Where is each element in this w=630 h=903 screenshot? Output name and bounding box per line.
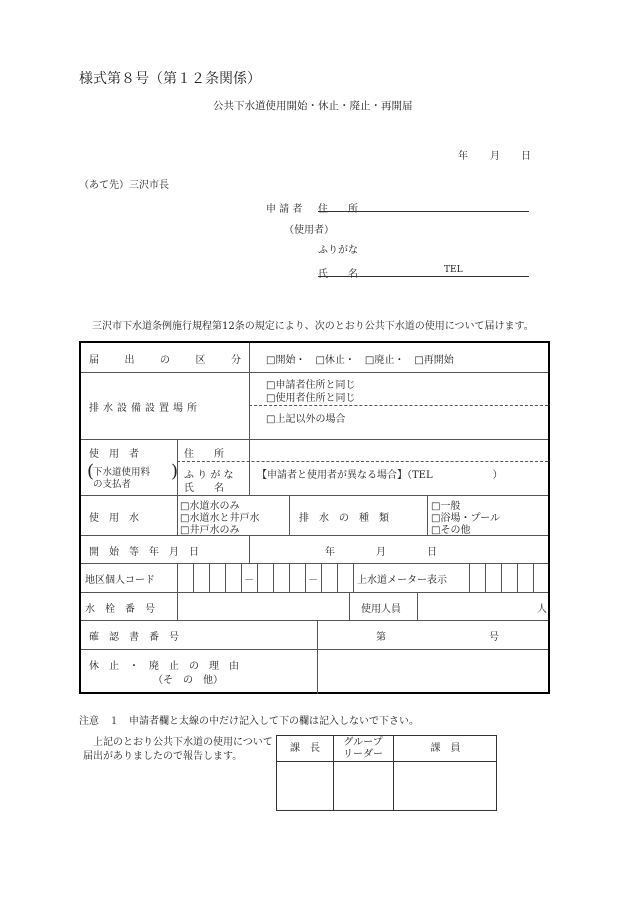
- form-title: 公共下水道使用開始・休止・廃止・再開届: [213, 100, 413, 112]
- intro-text: 三沢市下水道条例施行規程第12条の規定により、次のとおり公共下水道の使用について届けます。: [92, 321, 534, 332]
- application-form-table: [79, 341, 550, 694]
- start-date-label: 開 始 等 年 月 日: [89, 547, 199, 558]
- reason-label: 休 止 ・ 廃 止 の 理 由: [89, 661, 239, 672]
- drain-type-option-bath-pool[interactable]: □浴場・プール: [431, 513, 500, 524]
- applicant-address-label: 住 所: [318, 204, 358, 215]
- date-day-label: 日: [521, 151, 531, 162]
- drain-type-option-other[interactable]: □その他: [431, 525, 471, 536]
- payer-label: ( 下水道使用料 の支払者 ): [87, 461, 179, 490]
- applicant-tel-label: TEL: [444, 265, 463, 275]
- confirmation-number-label: 確 認 書 番 号: [89, 632, 179, 643]
- confirmation-prefix: 第: [376, 632, 386, 643]
- user-address-label: 住 所: [184, 449, 224, 460]
- water-source-label: 使 用 水: [89, 513, 139, 524]
- date-month-label: 月: [490, 151, 500, 162]
- addressee: （あて先）三沢市長: [79, 180, 169, 191]
- drainage-location-label: 排水設備設置場所: [89, 403, 201, 414]
- group-leader-label: グループ リーダー: [343, 736, 383, 760]
- applicant-label: 申 請 者: [266, 204, 303, 215]
- drain-type-label: 排 水 の 種 類: [299, 513, 389, 524]
- payer-label-line1: 下水道使用料: [93, 467, 151, 478]
- date-year-label: 年: [458, 151, 468, 162]
- user-section-label: 使 用 者: [89, 449, 139, 460]
- staff-label: 課 員: [430, 742, 461, 754]
- report-text: 上記のとおり公共下水道の使用について届出がありましたので報告します。: [83, 737, 273, 762]
- payer-label-line2: の支払者: [93, 479, 132, 490]
- notification-type-options[interactable]: □開始・ □休止・ □廃止・ □再開始: [266, 355, 454, 366]
- applicant-name-label: 氏 名: [318, 269, 358, 280]
- name-underline[interactable]: [318, 276, 529, 277]
- district-code-dash-2: －: [308, 575, 318, 586]
- address-underline[interactable]: [318, 211, 529, 212]
- furigana-label: ふりがな: [318, 245, 358, 256]
- user-label: （使用者）: [284, 225, 334, 236]
- meter-reading-label: 上水道メーター表示: [357, 575, 447, 586]
- user-furigana-label: ふ り が な: [184, 470, 234, 481]
- district-code-label: 地区個人コード: [85, 575, 155, 586]
- district-code-dash-1: －: [244, 575, 254, 586]
- faucet-number-label: 水 栓 番 号: [85, 604, 155, 615]
- drain-type-option-general[interactable]: □一般: [431, 501, 461, 512]
- section-chief-label: 課 長: [290, 742, 320, 754]
- persons-label: 使用人員: [361, 604, 401, 615]
- drainage-option-other[interactable]: □上記以外の場合: [266, 414, 346, 425]
- different-user-note: 【申請者と使用者が異なる場合】（TEL ）: [257, 470, 503, 481]
- drainage-option-user-address[interactable]: □使用者住所と同じ: [266, 393, 356, 404]
- user-name-label: 氏 名: [184, 483, 224, 494]
- form-number: 様式第８号（第１２条関係）: [79, 71, 261, 87]
- reason-sub-label: （そ の 他）: [153, 675, 223, 686]
- persons-unit: 人: [537, 604, 547, 615]
- start-date-year: 年: [325, 547, 335, 558]
- drainage-option-applicant-address[interactable]: □申請者住所と同じ: [266, 380, 356, 391]
- approval-stamp-box: [276, 735, 497, 811]
- start-date-day: 日: [427, 547, 437, 558]
- water-option-well-only[interactable]: □井戸水のみ: [180, 525, 240, 536]
- start-date-month: 月: [376, 547, 386, 558]
- water-option-tap-and-well[interactable]: □水道水と井戸水: [180, 513, 260, 524]
- notification-type-label: 届 出 の 区 分: [89, 355, 241, 366]
- water-option-tap-only[interactable]: □水道水のみ: [180, 501, 240, 512]
- notice-text: 注意 １ 申請者欄と太線の中だけ記入して下の欄は記入しないで下さい。: [79, 716, 419, 727]
- confirmation-suffix: 号: [489, 632, 499, 643]
